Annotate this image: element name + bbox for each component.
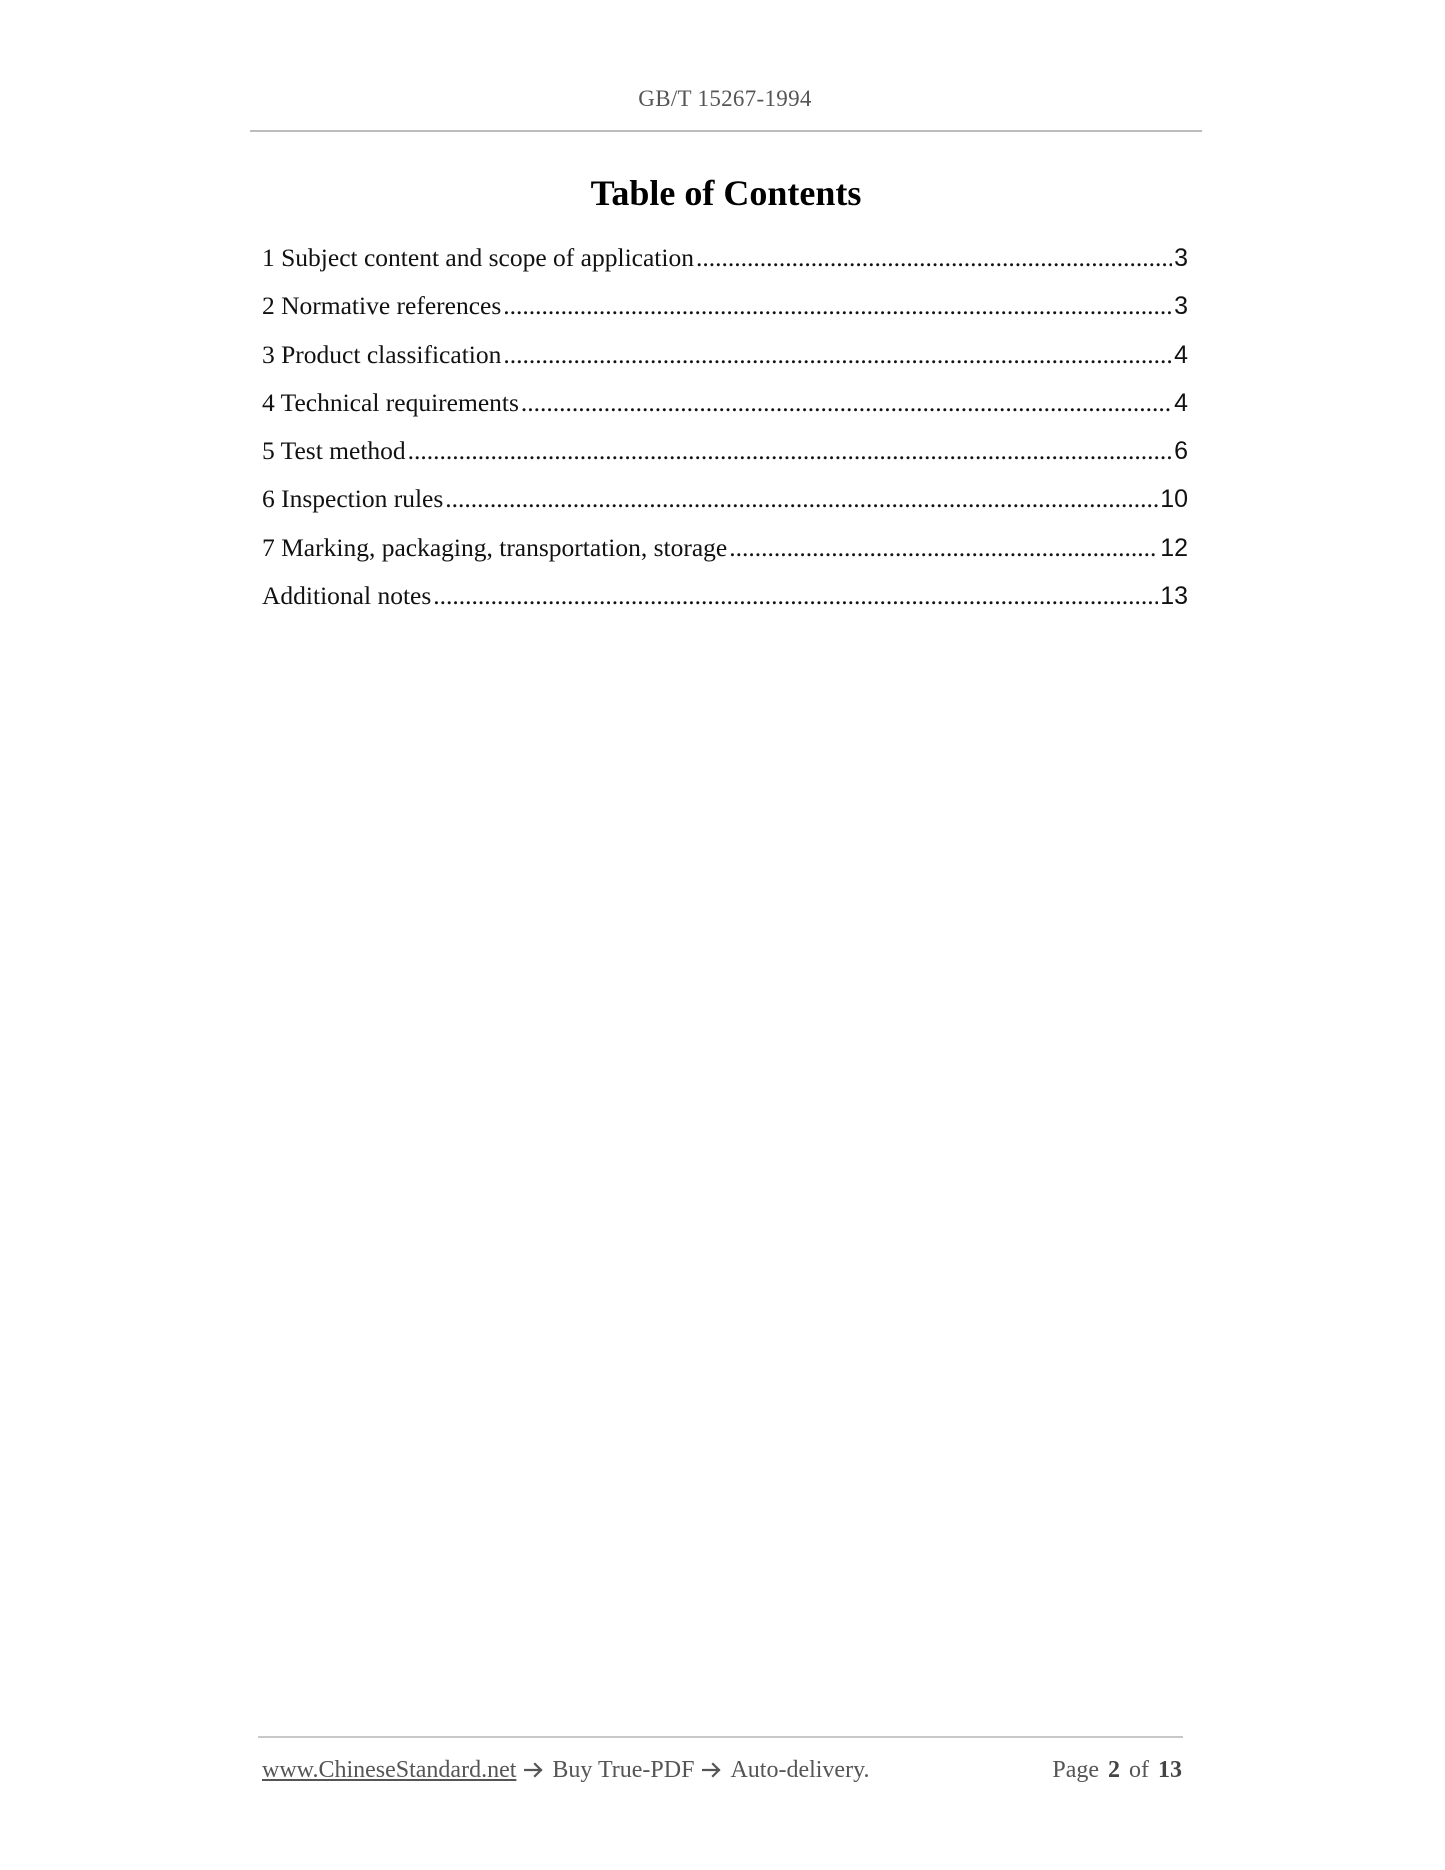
toc-entry-page: 6	[1174, 437, 1188, 466]
toc-entry-product-classification[interactable]	[262, 340, 1188, 388]
toc-entry-label: 2 Normative references	[262, 291, 502, 321]
toc-entry-page: 13	[1160, 582, 1188, 611]
toc-entry-page: 4	[1174, 388, 1188, 417]
toc-entry-page: 3	[1174, 292, 1188, 321]
toc-entry-page: 4	[1174, 340, 1188, 369]
toc-dot-leader	[408, 436, 1172, 466]
buy-true-pdf-text: Buy True-PDF	[552, 1757, 695, 1783]
footer-divider	[258, 1736, 1183, 1738]
arrow-right-icon	[702, 1758, 722, 1774]
toc-entry-page: 3	[1174, 244, 1188, 272]
toc-dot-leader	[433, 581, 1158, 611]
site-link[interactable]: www.ChineseStandard.net	[262, 1757, 517, 1783]
toc-entry-label: 3 Product classification	[262, 339, 502, 369]
toc-dot-leader	[445, 484, 1158, 514]
toc-dot-leader	[521, 388, 1172, 418]
header-divider	[250, 130, 1202, 132]
page-word: Page	[1052, 1757, 1099, 1783]
document-id-header: GB/T 15267-1994	[638, 86, 812, 111]
toc-entry-page: 12	[1160, 533, 1188, 562]
toc-entry-label: Additional notes	[262, 581, 432, 611]
arrow-right-icon	[524, 1758, 544, 1774]
toc-entry-label: 4 Technical requirements	[262, 387, 519, 417]
toc-entry-page: 10	[1160, 485, 1188, 514]
toc-entry-additional-notes[interactable]	[262, 581, 1188, 629]
toc-entry-subject-content[interactable]	[262, 243, 1188, 291]
toc-entry-label: 7 Marking, packaging, transportation, storage	[262, 532, 728, 562]
toc-dot-leader	[729, 533, 1158, 563]
toc-entry-normative-references[interactable]	[262, 291, 1188, 339]
toc-entry-technical-requirements[interactable]	[262, 388, 1188, 436]
toc-entry-label: 5 Test method	[262, 436, 406, 466]
auto-delivery-text: Auto-delivery.	[730, 1757, 870, 1783]
total-pages-number: 13	[1158, 1757, 1182, 1783]
of-word: of	[1129, 1757, 1149, 1783]
current-page-number: 2	[1108, 1757, 1120, 1783]
footer-purchase-info	[262, 1757, 870, 1784]
toc-entry-label: 1 Subject content and scope of application	[262, 243, 694, 272]
toc-entry-inspection-rules[interactable]	[262, 484, 1188, 532]
page-footer	[262, 1757, 1182, 1784]
toc-dot-leader	[696, 243, 1172, 273]
toc-entry-marking-packaging[interactable]	[262, 533, 1188, 581]
toc-title: Table of Contents	[590, 173, 862, 213]
toc-dot-leader	[503, 340, 1172, 370]
toc-entry-test-method[interactable]	[262, 436, 1188, 484]
toc-list	[262, 243, 1188, 629]
toc-dot-leader	[503, 291, 1172, 321]
page-number	[1052, 1757, 1182, 1784]
toc-entry-label: 6 Inspection rules	[262, 484, 444, 514]
